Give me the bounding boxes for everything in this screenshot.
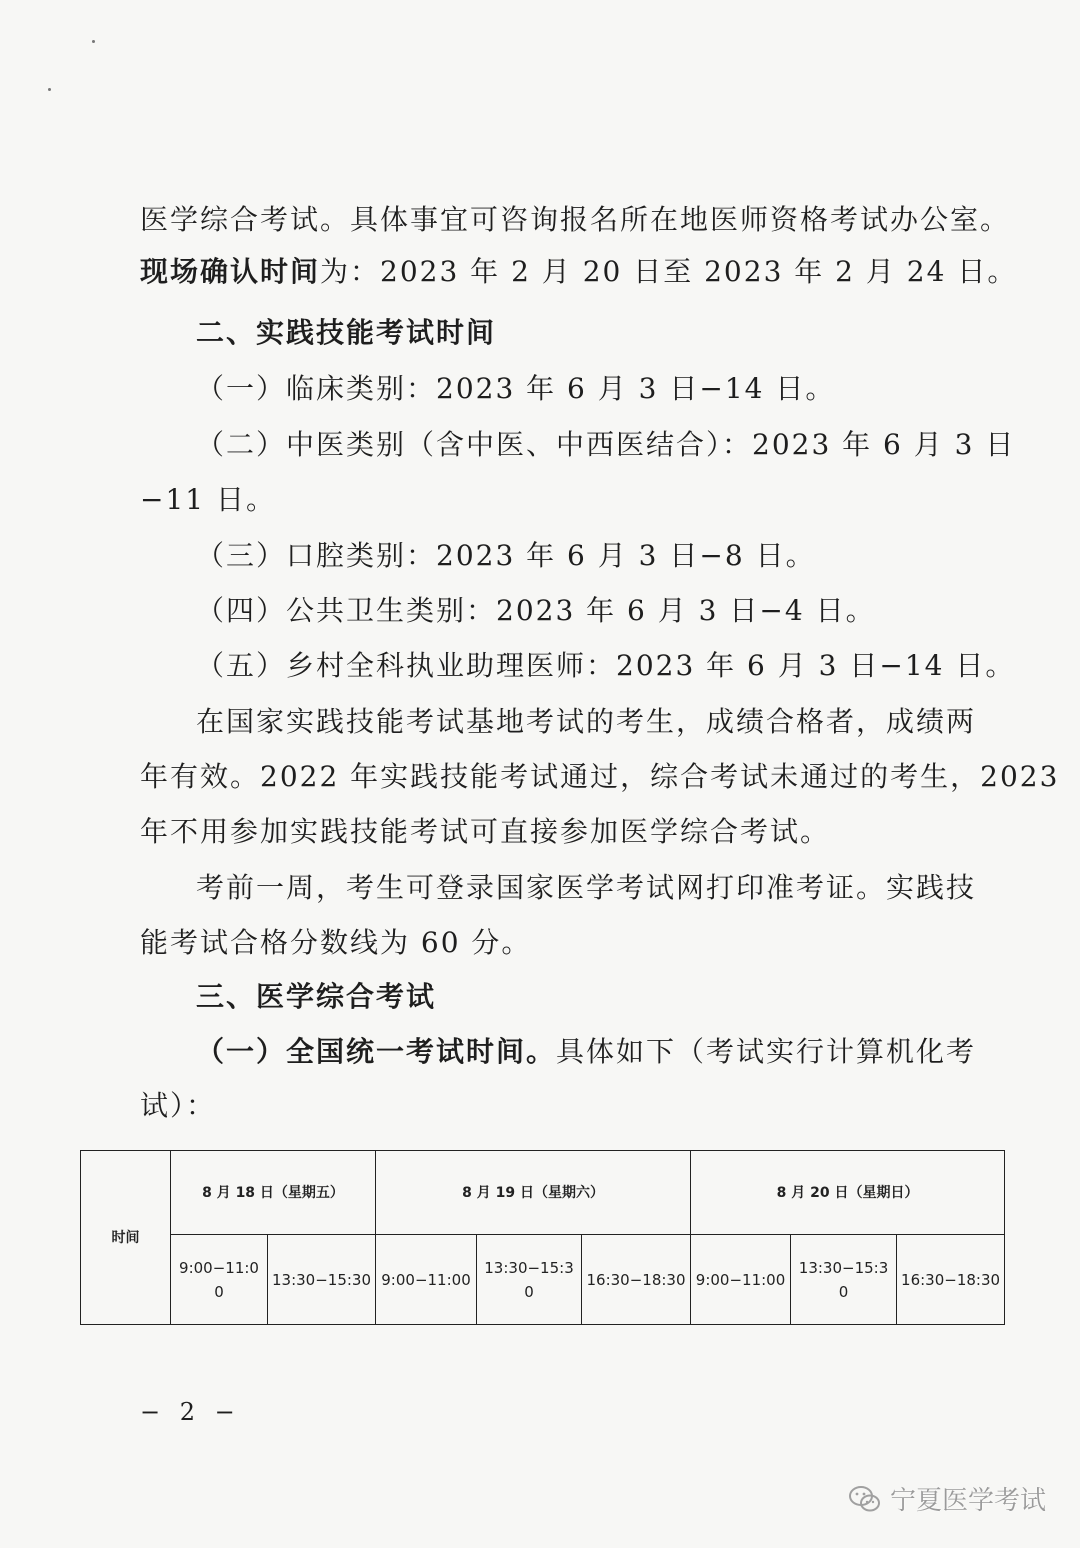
day-header: 8 月 18 日（星期五） [171, 1151, 376, 1235]
practical-item-tcm-cont: −11 日。 [140, 483, 276, 516]
confirm-time-value: 为：2023 年 2 月 20 日至 2023 年 2 月 24 日。 [320, 255, 1018, 288]
practical-item-dental: （三）口腔类别：2023 年 6 月 3 日−8 日。 [196, 539, 816, 572]
practical-item-clinical: （一）临床类别：2023 年 6 月 3 日−14 日。 [196, 372, 836, 405]
exam-schedule-table [80, 1150, 1005, 1325]
section-title-practical: 二、实践技能考试时间 [196, 316, 497, 349]
paragraph-line: 年有效。2022 年实践技能考试通过，综合考试未通过的考生，2023 [140, 760, 1060, 793]
time-slot: 9:00−11:00 [171, 1235, 268, 1325]
page-number: − 2 − [140, 1398, 241, 1426]
time-slot: 13:30−15:30 [477, 1235, 582, 1325]
exam-time-label: （一）全国统一考试时间。 [196, 1035, 557, 1068]
table-slot-row [81, 1235, 1005, 1325]
exam-time-line [196, 1032, 976, 1072]
time-row-label: 时间 [81, 1151, 171, 1325]
time-slot: 13:30−15:30 [791, 1235, 897, 1325]
time-slot: 9:00−11:00 [376, 1235, 477, 1325]
wechat-icon [848, 1484, 882, 1514]
table-header-row [81, 1151, 1005, 1235]
practical-item-rural: （五）乡村全科执业助理医师：2023 年 6 月 3 日−14 日。 [196, 649, 1016, 682]
paragraph-line: 在国家实践技能考试基地考试的考生，成绩合格者，成绩两 [196, 705, 977, 738]
time-slot: 13:30−15:30 [268, 1235, 376, 1325]
practical-item-tcm: （二）中医类别（含中医、中西医结合）：2023 年 6 月 3 日 [196, 428, 1016, 461]
paragraph-line: 能考试合格分数线为 60 分。 [140, 926, 532, 959]
body-line: 医学综合考试。具体事宜可咨询报名所在地医师资格考试办公室。 [140, 203, 1011, 236]
paragraph-line: 年不用参加实践技能考试可直接参加医学综合考试。 [140, 815, 831, 848]
time-slot: 16:30−18:30 [897, 1235, 1005, 1325]
watermark-text: 宁夏医学考试 [890, 1486, 1047, 1516]
exam-time-cont: 试）： [140, 1089, 217, 1122]
day-header: 8 月 19 日（星期六） [376, 1151, 691, 1235]
confirm-time-line [140, 252, 1017, 292]
practical-item-public-health: （四）公共卫生类别：2023 年 6 月 3 日−4 日。 [196, 594, 876, 627]
scan-speck [92, 40, 95, 43]
section-title-medical: 三、医学综合考试 [196, 980, 437, 1013]
exam-time-desc: 具体如下（考试实行计算机化考 [556, 1035, 977, 1068]
time-slot: 9:00−11:00 [691, 1235, 791, 1325]
time-slot: 16:30−18:30 [582, 1235, 691, 1325]
paragraph-line: 考前一周，考生可登录国家医学考试网打印准考证。实践技 [196, 871, 977, 904]
confirm-time-label: 现场确认时间 [140, 255, 321, 288]
scan-speck [48, 88, 51, 91]
watermark [848, 1480, 1046, 1517]
day-header: 8 月 20 日（星期日） [691, 1151, 1005, 1235]
